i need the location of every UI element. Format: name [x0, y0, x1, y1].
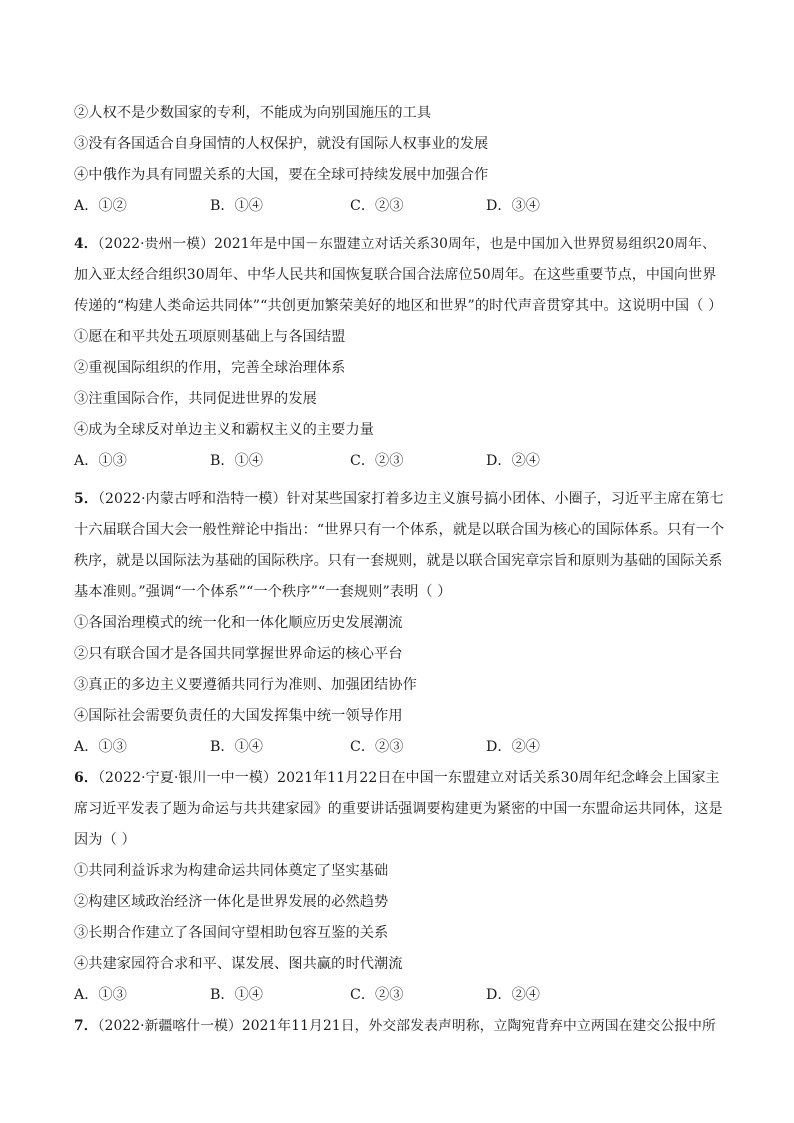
- q6-stem-text: （2022·宁夏·银川一中一模）2021年11月22日在中国一东盟建立对话关系30周年纪念峰会上国家主: [97, 770, 720, 786]
- q6-option-d[interactable]: D．②④: [486, 987, 540, 1003]
- q6-item-3: ③长期合作建立了各国间守望相助包容互鉴的关系: [74, 925, 389, 941]
- q3-item-3: ③没有各国适合自身国情的人权保护，就没有国际人权事业的发展: [74, 136, 489, 152]
- q5-number: 5．: [74, 491, 98, 507]
- q5-option-b[interactable]: B．①④: [210, 739, 263, 755]
- q7-number: 7．: [74, 1018, 98, 1034]
- q3-option-c[interactable]: C．②③: [350, 198, 404, 214]
- q6-option-a[interactable]: A．①③: [74, 987, 127, 1003]
- q3-options: [74, 196, 724, 216]
- q4-stem-line-3: 传递的“构建人类命运共同体”“共创更加繁荣美好的地区和世界”的时代声音贯穿其中。这说明中国（ ）: [74, 298, 723, 314]
- q3-option-d[interactable]: D．③④: [486, 198, 540, 214]
- q3-item-2: ②人权不是少数国家的专利，不能成为向别国施压的工具: [74, 105, 432, 121]
- q4-stem-line-2: 加入亚太经合组织30周年、中华人民共和国恢复联合国合法席位50周年。在这些重要节点，中国向世界: [74, 267, 717, 283]
- q6-option-b[interactable]: B．①④: [210, 987, 263, 1003]
- q6-options: [74, 985, 724, 1005]
- q5-stem-line-1: [74, 489, 724, 509]
- q4-item-2: ②重视国际组织的作用，完善全球治理体系: [74, 360, 346, 376]
- q6-item-1: ①共同利益诉求为构建命运共同体奠定了坚实基础: [74, 863, 389, 879]
- q5-stem-line-4: 基本准则。”强调“一个体系”“一个秩序”“一套规则”表明（ ）: [74, 584, 452, 600]
- q4-number: 4．: [74, 236, 98, 252]
- q4-stem-line-1: [74, 234, 724, 254]
- q5-option-c[interactable]: C．②③: [350, 739, 404, 755]
- q6-item-4: ④共建家园符合求和平、谋发展、图共赢的时代潮流: [74, 956, 403, 972]
- q6-stem-line-2: 席习近平发表了题为命运与共共建家园》的重要讲话强调要构建更为紧密的中国一东盟命运共同体，这是: [74, 801, 723, 817]
- q6-stem-line-1: [74, 768, 724, 788]
- q6-stem-line-3: 因为（ ）: [74, 832, 136, 848]
- q3-item-4: ④中俄作为具有同盟关系的大国，要在全球可持续发展中加强合作: [74, 167, 489, 183]
- q6-item-2: ②构建区域政治经济一体化是世界发展的必然趋势: [74, 894, 389, 910]
- q4-item-3: ③注重国际合作，共同促进世界的发展: [74, 391, 317, 407]
- q5-options: [74, 737, 724, 757]
- q5-stem-text: （2022·内蒙古呼和浩特一模）针对某些国家打着多边主义旗号搞小团体、小圈子，习近平主席在第七: [97, 491, 724, 507]
- q5-stem-line-3: 秩序，就是以国际法为基础的国际秩序。只有一套规则，就是以联合国宪章宗旨和原则为基础的国际关系: [74, 553, 723, 569]
- q5-item-1: ①各国治理模式的统一化和一体化顺应历史发展潮流: [74, 615, 403, 631]
- q4-item-4: ④成为全球反对单边主义和霸权主义的主要力量: [74, 422, 375, 438]
- q3-option-a[interactable]: A．①②: [74, 198, 127, 214]
- q7-stem-text: （2022·新疆喀什一模）2021年11月21日，外交部发表声明称，立陶宛背弃中立两国在建交公报中所: [97, 1018, 716, 1034]
- q5-item-2: ②只有联合国才是各国共同掌握世界命运的核心平台: [74, 646, 403, 662]
- q7-stem-line-1: [74, 1016, 724, 1036]
- q3-option-b[interactable]: B．①④: [210, 198, 263, 214]
- q5-stem-line-2: 十六届联合国大会一般性辩论中指出：“世界只有一个体系，就是以联合国为核心的国际体系。只有一个: [74, 522, 725, 538]
- q4-option-a[interactable]: A．①③: [74, 453, 127, 469]
- q5-option-d[interactable]: D．②④: [486, 739, 540, 755]
- q4-option-b[interactable]: B．①④: [210, 453, 263, 469]
- q5-item-4: ④国际社会需要负责任的大国发挥集中统一领导作用: [74, 708, 403, 724]
- q4-options: [74, 451, 724, 471]
- q4-item-1: ①愿在和平共处五项原则基础上与各国结盟: [74, 329, 346, 345]
- q6-number: 6．: [74, 770, 98, 786]
- q5-item-3: ③真正的多边主义要遵循共同行为准则、加强团结协作: [74, 677, 417, 693]
- q6-option-c[interactable]: C．②③: [350, 987, 404, 1003]
- q4-stem-text: （2022·贵州一模）2021年是中国－东盟建立对话关系30周年，也是中国加入世界贸易组织20周年、: [97, 236, 716, 252]
- q5-option-a[interactable]: A．①③: [74, 739, 127, 755]
- q4-option-d[interactable]: D．②④: [486, 453, 540, 469]
- q4-option-c[interactable]: C．②③: [350, 453, 404, 469]
